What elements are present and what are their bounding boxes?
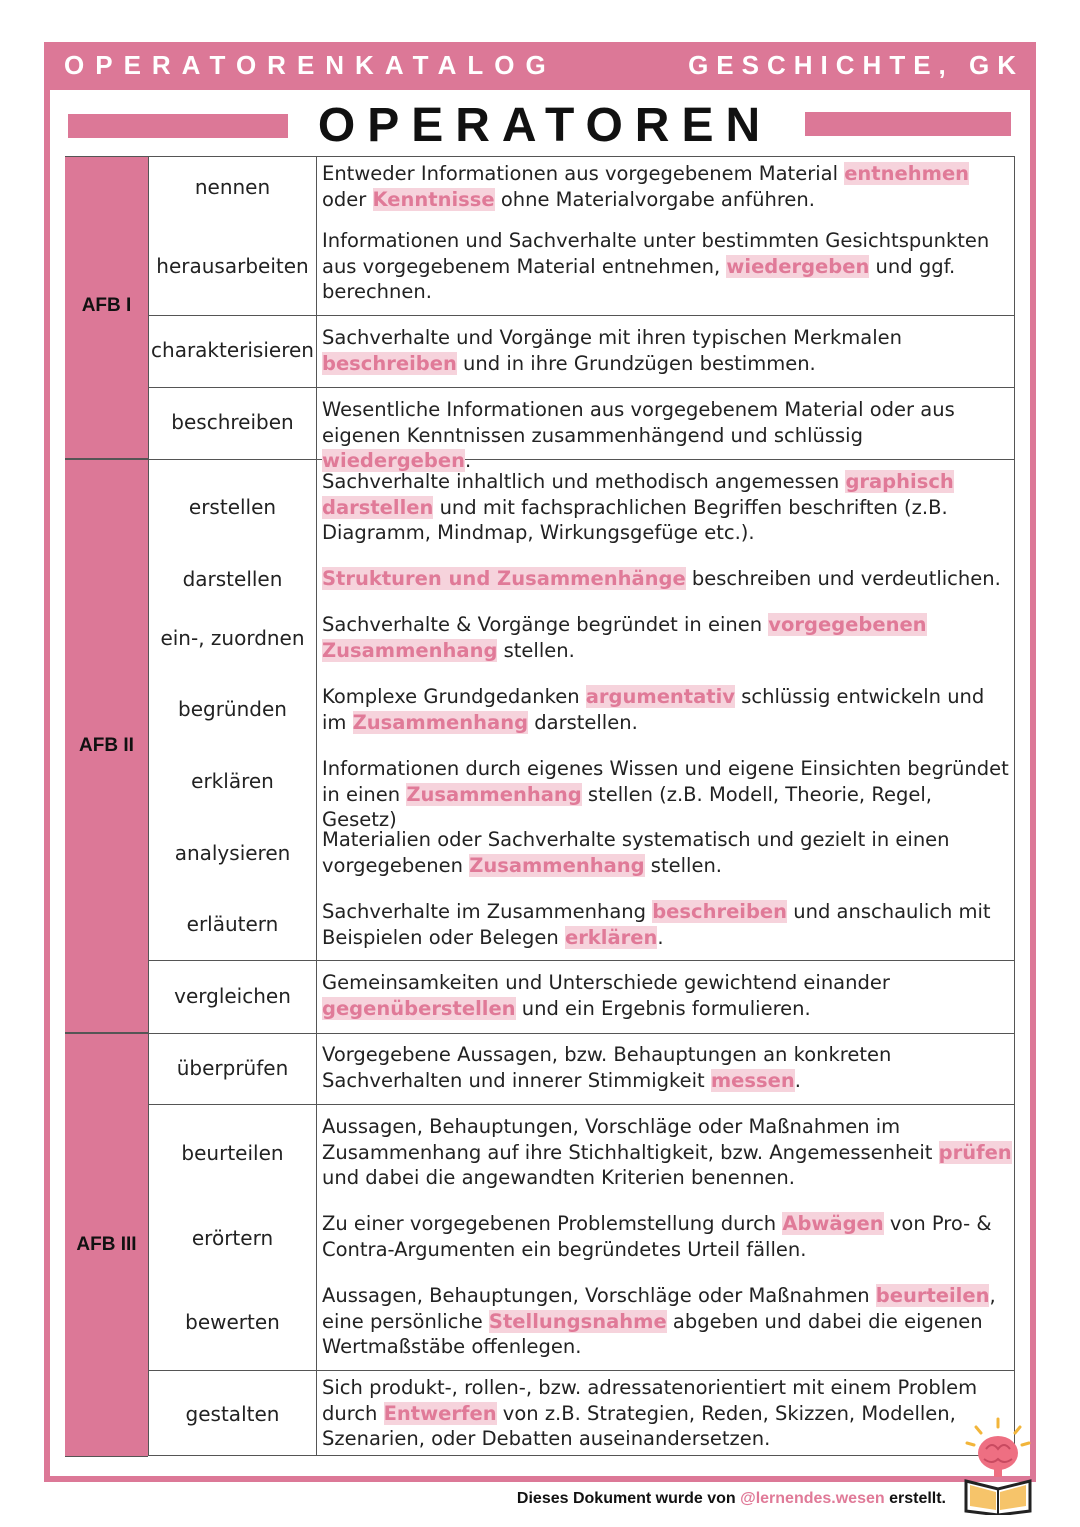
highlighted-keyword: Abwägen [782,1212,884,1235]
title-decor-right [805,112,1011,136]
operator-name: begründen [178,697,287,721]
description-text: Sachverhalte inhaltlich und methodisch angemessen [322,470,846,493]
operator-description [322,899,1012,950]
afb-cell-2 [65,459,148,1033]
description-text: ohne Materialvorgabe anführen. [494,187,815,211]
operator-description [322,756,1012,833]
description-text: schlüssig entwickeln und im [322,685,985,734]
description-text: . [464,449,472,472]
row-divider [148,1104,1015,1105]
operator-name: darstellen [182,567,283,591]
description-text: Komplexe Grundgedanken [322,685,586,708]
description-text: Informationen und Sachverhalte unter bestimmten Gesichtspunkten aus vorgegebenem Material entnehmen, [322,229,990,278]
description-text: . [794,1068,801,1092]
highlighted-keyword: messen [710,1068,795,1092]
description-text: oder [322,187,373,211]
highlighted-keyword: Zusammenhang [406,782,582,806]
operator-description [322,1114,1012,1191]
highlighted-keyword: Strukturen und Zusammenhänge [322,567,686,590]
title-decor-left [68,114,288,138]
highlighted-keyword: wiedergeben [726,254,870,278]
operator-name: ein-, zuordnen [160,626,305,650]
operator-name: nennen [194,175,271,199]
description-text: Sich produkt-, rollen-, bzw. adressatenorientiert mit einem Problem durch [322,1376,978,1425]
operator-name: charakterisieren [151,338,314,362]
description-text: . [657,925,664,949]
operator-description [322,1042,1012,1093]
description-text: Materialien oder Sachverhalte systematisch und gezielt in einen vorgegebenen [322,828,950,877]
column-divider [316,156,317,1456]
description-text: Zu einer vorgegebenen Problemstellung durch [322,1212,783,1235]
description-text: von Pro- & Contra-Argumenten ein begründetes Urteil fällen. [322,1212,992,1261]
afb-cell-3 [65,1033,148,1457]
operator-description [322,1283,1012,1360]
description-text: Entweder Informationen aus vorgegebenem Material [322,162,845,185]
operator-name: analysieren [174,841,291,865]
highlighted-keyword: entnehmen [844,162,970,185]
highlighted-keyword: argumentativ [585,685,736,708]
operator-description [322,161,1012,212]
description-text: und ggf. berechnen. [322,254,956,303]
description-text: stellen. [497,638,575,662]
description-text: Aussagen, Behauptungen, Vorschläge oder Maßnahmen im Zusammenhang auf ihre Stichhaltigkeit, bzw. Angemessenheit [322,1115,939,1164]
description-text: und ein Ergebnis formulieren. [515,996,811,1020]
highlighted-keyword: Stellungsnahme [488,1309,667,1333]
highlighted-keyword: Zusammenhang [352,710,529,734]
operator-name: beschreiben [171,410,294,434]
description-text: und in ihre Grundzügen bestimmen. [456,351,816,375]
operator-description [322,612,1012,663]
brain-book-logo-icon [962,1415,1034,1515]
description-text: darstellen. [528,710,638,734]
description-text: Aussagen, Behauptungen, Vorschläge oder Maßnahmen [322,1284,876,1307]
operator-description [322,397,1012,474]
operator-description [322,684,1012,735]
description-text: Sachverhalte & Vorgänge begründet in einen [322,613,769,636]
description-text: Sachverhalte im Zusammenhang [322,900,653,923]
row-divider [148,1370,1015,1371]
highlighted-keyword: beschreiben [322,351,457,375]
row-divider [148,315,1015,316]
operator-description [322,1211,1012,1262]
operator-description [322,469,1012,546]
highlighted-keyword: gegenüberstellen [322,996,516,1020]
highlighted-keyword: beurteilen [875,1284,990,1307]
afb-cell-1 [65,156,148,459]
operator-name: bewerten [185,1310,280,1334]
description-text: Informationen durch eigenes Wissen und eigene Einsichten begründet in einen [322,757,1009,806]
row-divider [148,960,1015,961]
highlighted-keyword: Entwerfen [383,1401,497,1425]
footer-prefix: Dieses Dokument wurde von [516,1490,741,1507]
description-text: , eine persönliche [322,1284,996,1333]
operator-name: beurteilen [181,1141,284,1165]
highlighted-keyword: prüfen [938,1140,1012,1164]
operator-name: gestalten [185,1402,280,1426]
highlighted-keyword: wiedergeben [322,449,465,472]
highlighted-keyword: Zusammenhang [469,853,645,877]
footer-suffix: erstellt. [884,1490,946,1507]
operator-name: vergleichen [174,984,291,1008]
operator-name: überprüfen [176,1056,289,1080]
operator-description [322,228,1012,305]
description-text: und mit fachsprachlichen Begriffen beschriften (z.B. Diagramm, Mindmap, Wirkungsgefüge etc.). [322,495,948,544]
catalog-title: OPERATORENKATALOG [64,50,557,80]
description-text: stellen (z.B. Modell, Theorie, Regel, Gesetz) [322,782,932,831]
afb-label: AFB II [79,735,134,756]
highlighted-keyword: beschreiben [652,900,788,923]
operator-name: erstellen [188,495,277,519]
description-text: stellen. [644,853,722,877]
operator-description [322,1375,1012,1452]
description-text: beschreiben und verdeutlichen. [685,567,1001,590]
highlighted-keyword: Kenntnisse [372,187,495,211]
operator-description [322,827,1012,878]
operator-name: erörtern [191,1226,274,1250]
description-text: und dabei die angewandten Kriterien benennen. [322,1166,795,1189]
description-text: Wesentliche Informationen aus vorgegebenem Material oder aus eigenen Kenntnissen zusammenhängend und schlüssig [322,398,955,447]
description-text: und anschaulich mit Beispielen oder Belegen [322,900,991,949]
row-divider [148,387,1015,388]
description-text: Vorgegebene Aussagen, bzw. Behauptungen an konkreten Sachverhalten und innerer Stimmigkeit [322,1043,892,1092]
afb-label: AFB III [76,1234,137,1255]
highlighted-keyword: erklären [564,925,658,949]
header-bar [44,42,1036,90]
highlighted-keyword: vorgegebenen Zusammenhang [322,613,927,662]
operator-name: erläutern [186,912,279,936]
description-text: Gemeinsamkeiten und Unterschiede gewichtend einander [322,971,890,994]
row-divider [148,1033,1015,1034]
operator-description [322,970,1012,1021]
description-text: Sachverhalte und Vorgänge mit ihren typischen Merkmalen [322,326,902,349]
description-text: abgeben und dabei die eigenen Wertmaßstäbe offenlegen. [322,1309,983,1358]
description-text: von z.B. Strategien, Reden, Skizzen, Modellen, Szenarien, oder Debatten auseinandersetzen. [322,1401,956,1450]
footer-credit [0,1490,946,1508]
operator-description [322,566,1012,592]
operator-name: herausarbeiten [156,254,309,278]
footer-handle[interactable]: @lernendes.wesen [740,1490,885,1507]
operator-description [322,325,1012,376]
highlighted-keyword: graphisch darstellen [322,470,954,519]
page-title: OPERATOREN [317,99,773,152]
operator-name: erklären [191,769,274,793]
afb-label: AFB I [81,295,132,316]
subject-title: GESCHICHTE, GK [688,50,1024,80]
